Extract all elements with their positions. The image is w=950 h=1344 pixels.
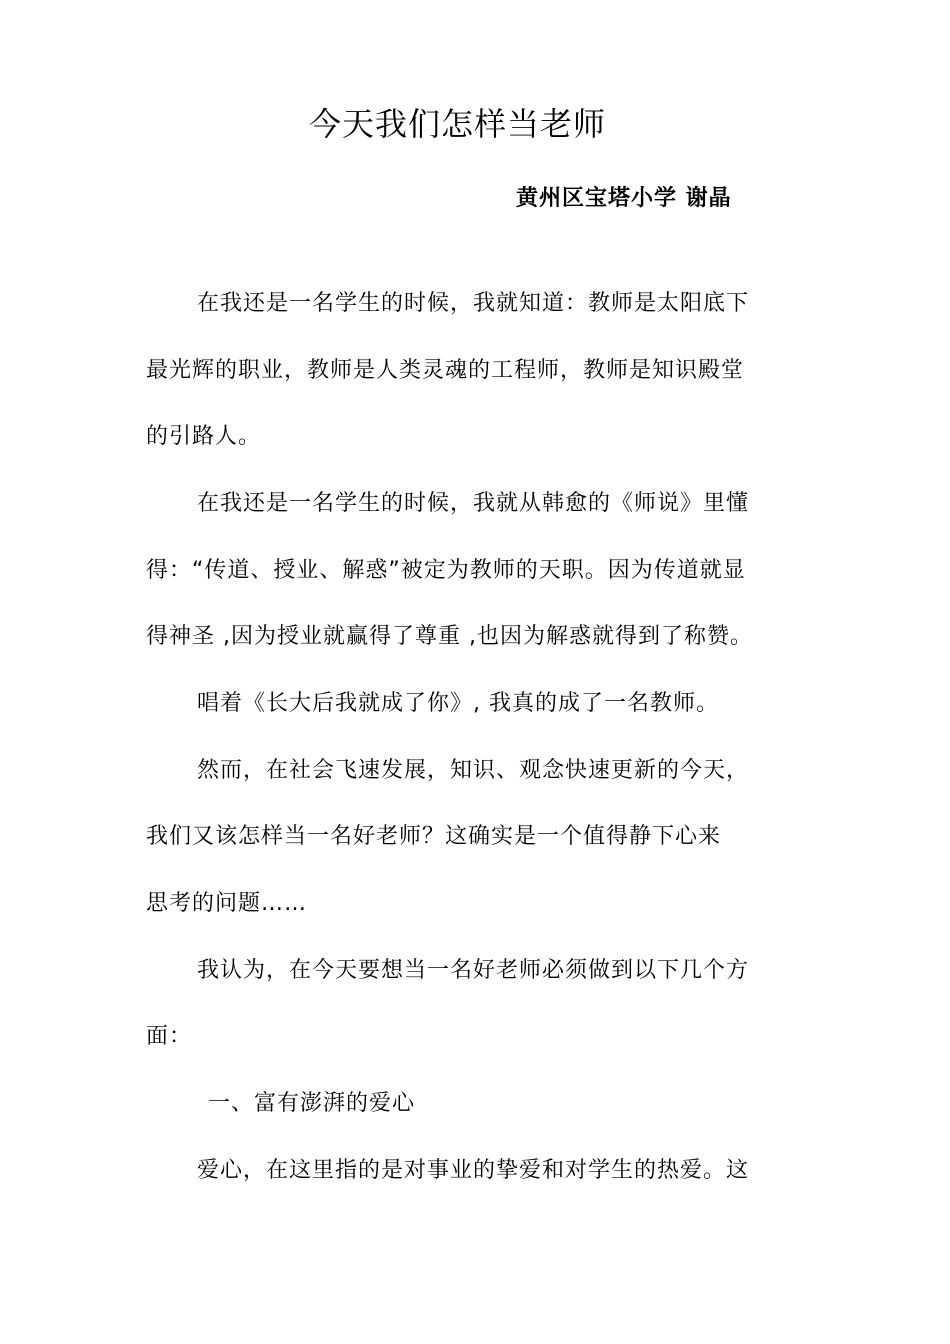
paragraph-line: 在我还是一名学生的时候，我就从韩愈的《师说》里懂: [197, 491, 750, 516]
paragraph-line: 在我还是一名学生的时候，我就知道：教师是太阳底下: [197, 291, 750, 316]
paragraph-line: 我们又该怎样当一名好老师？这确实是一个值得静下心来: [146, 824, 722, 849]
paragraph-line: 最光辉的职业，教师是人类灵魂的工程师，教师是知识殿堂: [146, 358, 745, 383]
document-title: 今天我们怎样当老师: [308, 105, 606, 143]
paragraph-line: 然而，在社会飞速发展，知识、观念快速更新的今天，: [197, 758, 750, 783]
author-byline: 黄州区宝塔小学 谢晶: [516, 186, 732, 211]
section-heading: 一、富有澎湃的爱心: [208, 1091, 416, 1116]
paragraph-line: 得神圣 ,因为授业就赢得了尊重 ,也因为解惑就得到了称赞。: [146, 624, 753, 649]
paragraph-line: 面：: [146, 1024, 193, 1049]
paragraph-line: 爱心，在这里指的是对事业的挚爱和对学生的热爱。这: [197, 1158, 750, 1183]
paragraph-line: 得：“传道、授业、解惑”被定为教师的天职。因为传道就显: [146, 558, 746, 583]
paragraph-line: 思考的问题……: [146, 891, 308, 916]
paragraph-line: 的引路人。: [146, 424, 262, 449]
paragraph-line: 我认为，在今天要想当一名好老师必须做到以下几个方: [197, 958, 750, 983]
paragraph-line: 唱着《长大后我就成了你》, 我真的成了一名教师。: [197, 691, 719, 716]
